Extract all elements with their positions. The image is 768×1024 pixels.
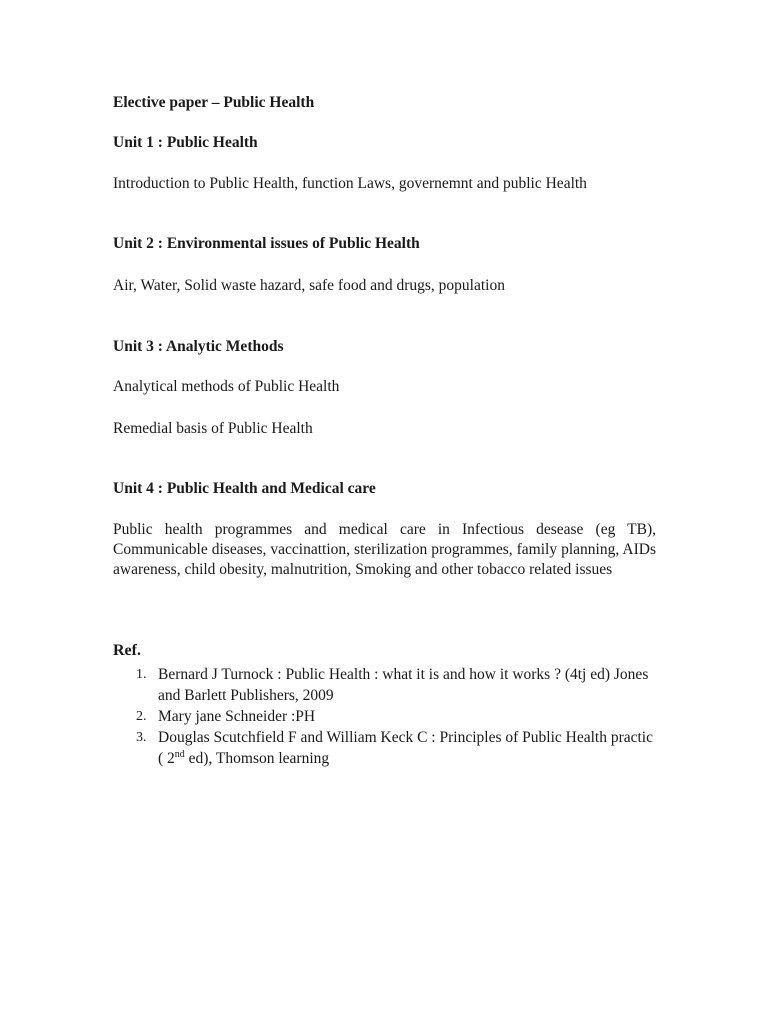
references-list — [113, 664, 656, 769]
reference-text: Bernard J Turnock : Public Health : what it is and how it works ? (4tj ed) Jones and Barlett Publishers, 2009 — [158, 666, 649, 704]
reference-text: Mary jane Schneider :PH — [158, 708, 316, 725]
reference-text — [158, 727, 656, 769]
reference-number: 2. — [136, 709, 147, 724]
unit-4-text: Public health programmes and medical care in Infectious desease (eg TB), Communicable diseases, vaccinattion, sterilization programmes, family planning, AIDs awareness, child obesity, malnutrition, Smoking and other tobacco related issues — [113, 521, 656, 578]
unit-2-heading: Unit 2 : Environmental issues of Public Health — [113, 235, 420, 252]
reference-item — [113, 706, 656, 727]
unit-3-text-2: Remedial basis of Public Health — [113, 420, 313, 437]
document-title: Elective paper – Public Health — [113, 94, 315, 111]
reference-text-part: ed), Thomson learning — [184, 750, 330, 767]
unit-3-heading: Unit 3 : Analytic Methods — [113, 338, 284, 355]
unit-3-text-1: Analytical methods of Public Health — [113, 378, 340, 395]
unit-1-text: Introduction to Public Health, function Laws, governemnt and public Health — [113, 175, 587, 192]
unit-2-text: Air, Water, Solid waste hazard, safe food and drugs, population — [113, 277, 505, 294]
reference-item — [113, 727, 656, 769]
ordinal-superscript: nd — [174, 748, 185, 760]
reference-item — [113, 664, 656, 706]
unit-1-heading: Unit 1 : Public Health — [113, 134, 258, 151]
reference-text-part: Douglas Scutchfield F and William Keck C : Principles of Public Health practic ( 2 — [158, 729, 653, 767]
reference-number: 3. — [136, 730, 147, 745]
references-title: Ref. — [113, 642, 141, 659]
unit-4-heading: Unit 4 : Public Health and Medical care — [113, 480, 376, 497]
reference-number: 1. — [136, 667, 147, 682]
